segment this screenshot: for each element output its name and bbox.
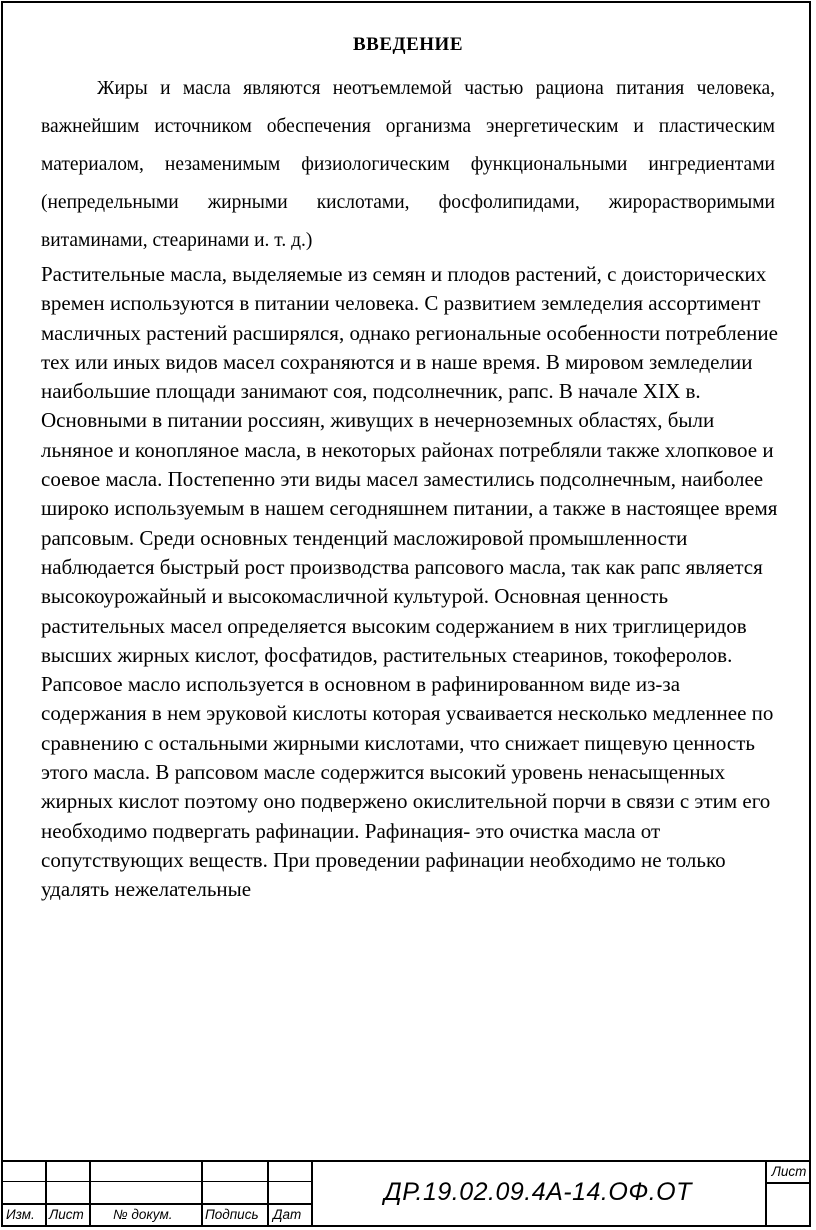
sheet-label: Лист (771, 1164, 807, 1179)
title-block-header-row-divider (1, 1203, 311, 1205)
document-code: ДР.19.02.09.4А-14.ОФ.ОТ (384, 1178, 692, 1206)
column-label-list: Лист (49, 1207, 84, 1222)
column-label-signature: Подпись (205, 1207, 259, 1222)
title-block-top-border (1, 1160, 811, 1162)
sheet-box-divider (765, 1182, 811, 1184)
title-block-row-divider (1, 1181, 311, 1182)
page-title: ВВЕДЕНИЕ (353, 34, 463, 55)
column-label-date: Дат (273, 1207, 302, 1222)
column-label-doc-number: № докум. (113, 1207, 173, 1222)
title-block-column-divider (267, 1160, 269, 1227)
column-label-izm: Изм. (6, 1207, 35, 1222)
title-block-column-divider (201, 1160, 203, 1227)
title-block-column-divider (89, 1160, 91, 1227)
intro-paragraph: Жиры и масла являются неотъемлемой частью рациона питания человека, важнейшим источником обеспечения организма энергетическим и пластическим материалом, незаменимым физиологическим функциональными ингредиентами (непредельными жирными кислотами, фосфолипидами, жирорастворимыми витаминами, стеаринами и. т. д.) (41, 78, 775, 251)
body-paragraph: Растительные масла, выделяемые из семян и плодов растений, с доисторических времен используются в питании человека. С развитием земледелия ассортимент масличных растений расширялся, однако региональные особенности потребление тех или иных видов масел сохраняются и в наше время. В мировом земледелии наибольшие площади занимают соя, подсолнечник, рапс. В начале XIX в. Основными в питании россиян, живущих в нечерноземных областях, были льняное и конопляное масла, в некоторых районах потребляли также хлопковое и соевое масла. Постепенно эти виды масел заместились подсолнечным, наиболее широко используемым в нашем сегодняшнем питании, а также в настоящее время рапсовым. Среди основных тенденций масложировой промышленности наблюдается быстрый рост производства рапсового масла, так как рапс является высокоурожайный и высокомасличной культурой. Основная ценность растительных масел определяется высоким содержанием в них триглицеридов высших жирных кислот, фосфатидов, растительных стеаринов, токоферолов. Рапсовое масло используется в основном в рафинированном виде из-за содержания в нем эруковой кислоты которая усваивается несколько медленнее по сравнению с остальными жирными кислотами, что снижает пищевую ценность этого масла. В рапсовом масле содержится высокий уровень ненасыщенных жирных кислот поэтому оно подвержено окислительной порчи в связи с этим его необходимо подвергать рафинации. Рафинация- это очистка масла от сопутствующих веществ. При проведении рафинации необходимо не только удалять нежелательные (41, 262, 778, 902)
title-block-column-divider (45, 1160, 47, 1227)
